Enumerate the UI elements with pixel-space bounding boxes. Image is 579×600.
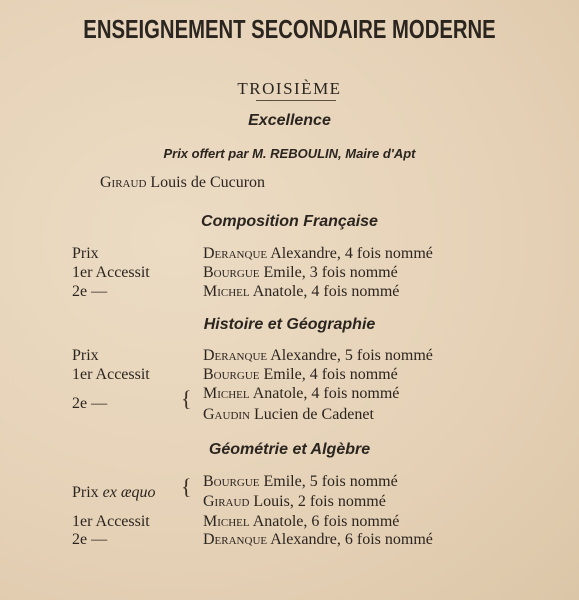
award-entry [203, 473, 398, 491]
prize-offer-line: Prix offert par M. REBOULIN, Maire d'Apt [163, 146, 416, 161]
student-details: Louis, 2 fois nommé [253, 493, 386, 510]
award-entry [203, 531, 433, 549]
student-surname: Bourgue [203, 366, 260, 383]
award-entry [203, 406, 374, 424]
award-label: Prix [72, 245, 99, 262]
award-label: Prix [72, 347, 99, 364]
student-surname: Michel [203, 513, 250, 530]
student-details: Emile, 5 fois nommé [263, 473, 398, 490]
award-entry [203, 347, 433, 365]
prix-label: Prix [72, 484, 99, 501]
section-title-histoire: Histoire et Géographie [203, 316, 376, 333]
section-title-composition: Composition Française [201, 213, 378, 230]
award-label: 2e — [72, 283, 108, 300]
award-label: 2e — [72, 395, 108, 412]
title-divider [256, 100, 336, 101]
student-surname: Deranque [203, 531, 268, 548]
award-entry [203, 283, 399, 301]
award-label: 1er Accessit [72, 366, 150, 383]
section-title-geometrie: Géométrie et Algèbre [208, 441, 371, 458]
ex-aequo-label: ex æquo [102, 484, 156, 501]
award-label: 2e — [72, 531, 108, 548]
brace-symbol: { [181, 386, 192, 411]
award-entry [203, 493, 386, 511]
award-entry [203, 513, 399, 531]
student-details: Lucien de Cadenet [254, 406, 374, 423]
student-details: Emile, 4 fois nommé [263, 366, 398, 383]
student-surname: Bourgue [203, 264, 260, 281]
student-details: Anatole, 4 fois nommé [252, 283, 400, 300]
student-surname: Gaudin [203, 406, 250, 423]
winner-surname: Giraud [100, 174, 147, 191]
winner-details: Louis de Cucuron [150, 174, 266, 191]
student-surname: Deranque [203, 245, 268, 262]
student-details: Emile, 3 fois nommé [263, 264, 398, 281]
student-surname: Bourgue [203, 473, 260, 490]
page-title: ENSEIGNEMENT SECONDAIRE MODERNE [83, 14, 496, 44]
class-title: TROISIÈME [237, 79, 342, 98]
student-surname: Giraud [203, 493, 250, 510]
award-entry [203, 264, 398, 282]
student-surname: Michel [203, 385, 250, 402]
award-entry [203, 385, 399, 403]
student-details: Alexandre, 4 fois nommé [270, 245, 433, 262]
student-details: Alexandre, 5 fois nommé [270, 347, 433, 364]
award-label-ex-aequo [72, 484, 156, 502]
student-details: Anatole, 4 fois nommé [252, 385, 400, 402]
brace-symbol: { [181, 474, 192, 499]
award-label: 1er Accessit [72, 513, 150, 530]
student-details: Anatole, 6 fois nommé [252, 513, 400, 530]
award-entry [203, 245, 433, 263]
excellence-winner [100, 174, 265, 192]
student-surname: Deranque [203, 347, 268, 364]
student-details: Alexandre, 6 fois nommé [270, 531, 433, 548]
section-title-excellence: Excellence [248, 112, 331, 129]
student-surname: Michel [203, 283, 250, 300]
award-label: 1er Accessit [72, 264, 150, 281]
award-entry [203, 366, 398, 384]
